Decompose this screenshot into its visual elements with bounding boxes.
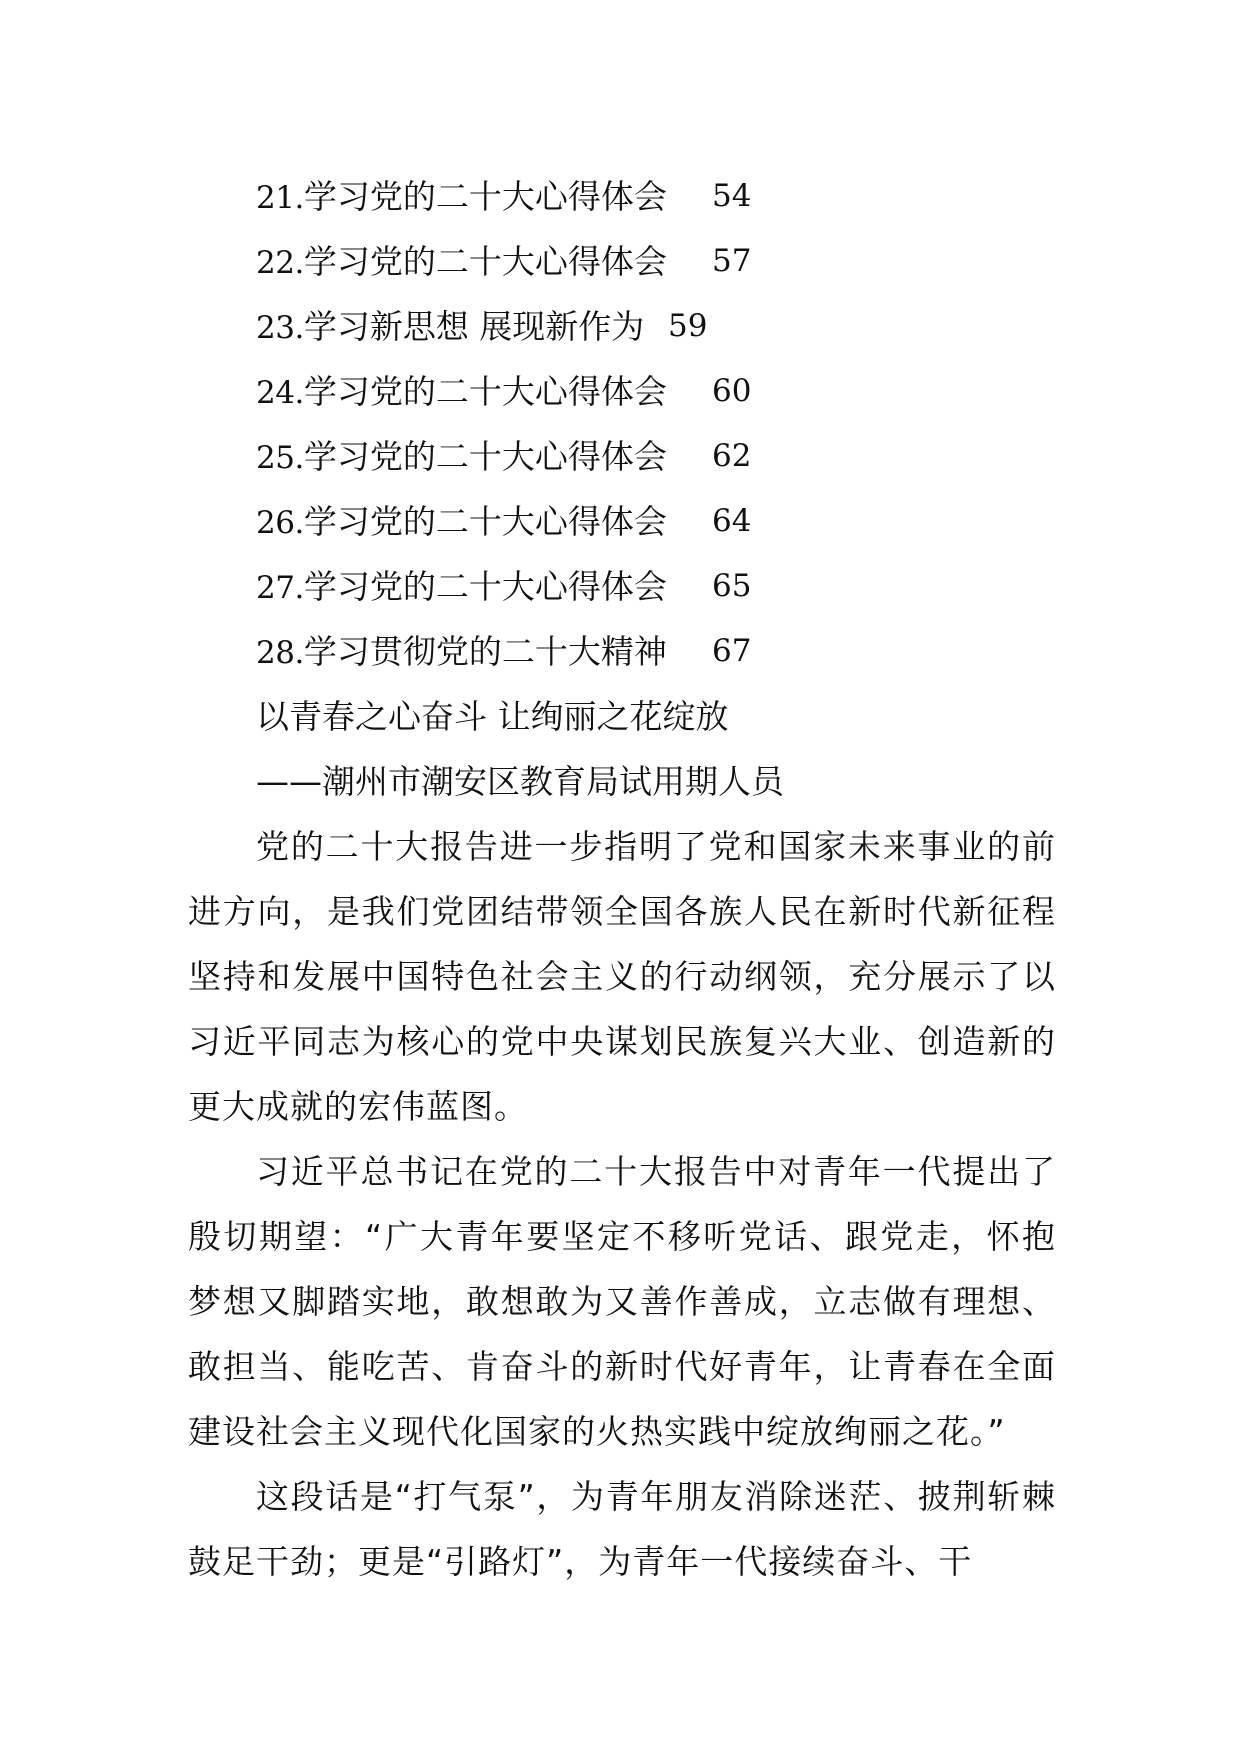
toc-entry-number: 23. [256,310,304,346]
toc-entry-page: 60 [712,373,752,409]
toc-entry[interactable] [256,359,1056,424]
toc-entry-title: 学习党的二十大心得体会 [303,437,667,476]
toc-entry-title: 学习党的二十大心得体会 [303,242,667,281]
toc-entry-number: 24. [256,375,304,411]
toc-entry-title: 学习党的二十大心得体会 [303,372,667,411]
toc-entry-title: 学习新思想 展现新作为 [303,307,645,346]
toc-entry-number: 27. [256,570,304,606]
toc-entry-number: 28. [256,635,304,671]
toc-entry[interactable] [256,424,1056,489]
article-paragraph: 习近平总书记在党的二十大报告中对青年一代提出了殷切期望：“广大青年要坚定不移听党话、跟党走，怀抱梦想又脚踏实地，敢想敢为又善作善成，立志做有理想、敢担当、能吃苦、肯奋斗的新时代好青年，让青春在全面建设社会主义现代化国家的火热实践中绽放绚丽之花。” [188,1152,1056,1451]
toc-entry-title: 学习党的二十大心得体会 [303,502,667,541]
toc-entry-number: 21. [256,180,304,216]
article-paragraph: 党的二十大报告进一步指明了党和国家未来事业的前进方向，是我们党团结带领全国各族人民在新时代新征程坚持和发展中国特色社会主义的行动纲领，充分展示了以习近平同志为核心的党中央谋划民族复兴大业、创造新的更大成就的宏伟蓝图。 [188,827,1056,1126]
toc-entry-page: 54 [712,178,752,214]
toc-entry-number: 25. [256,440,304,476]
toc-entry-number: 26. [256,505,304,541]
article-author: ——潮州市潮安区教育局试用期人员 [256,762,784,801]
toc-entry-title: 学习贯彻党的二十大精神 [303,632,667,671]
toc-entry-page: 65 [712,568,752,604]
toc-entry-title: 学习党的二十大心得体会 [303,177,667,216]
article-body [188,814,1056,1594]
toc-entry[interactable] [256,229,1056,294]
toc-entry-page: 64 [712,503,752,539]
toc-entry-page: 57 [712,243,752,279]
toc-entry-page: 59 [668,308,708,344]
table-of-contents [256,164,1056,684]
article-title: 以青春之心奋斗 让绚丽之花绽放 [256,697,729,736]
toc-entry-title: 学习党的二十大心得体会 [303,567,667,606]
article-paragraph: 这段话是“打气泵”，为青年朋友消除迷茫、披荆斩棘鼓足干劲；更是“引路灯”，为青年一代接续奋斗、干 [188,1477,1056,1581]
toc-entry[interactable] [256,554,1056,619]
toc-entry[interactable] [256,489,1056,554]
toc-entry-page: 67 [712,633,752,669]
toc-entry[interactable] [256,619,1056,684]
toc-entry-number: 22. [256,245,304,281]
toc-entry-page: 62 [712,438,752,474]
toc-entry[interactable] [256,294,1056,359]
toc-entry[interactable] [256,164,1056,229]
